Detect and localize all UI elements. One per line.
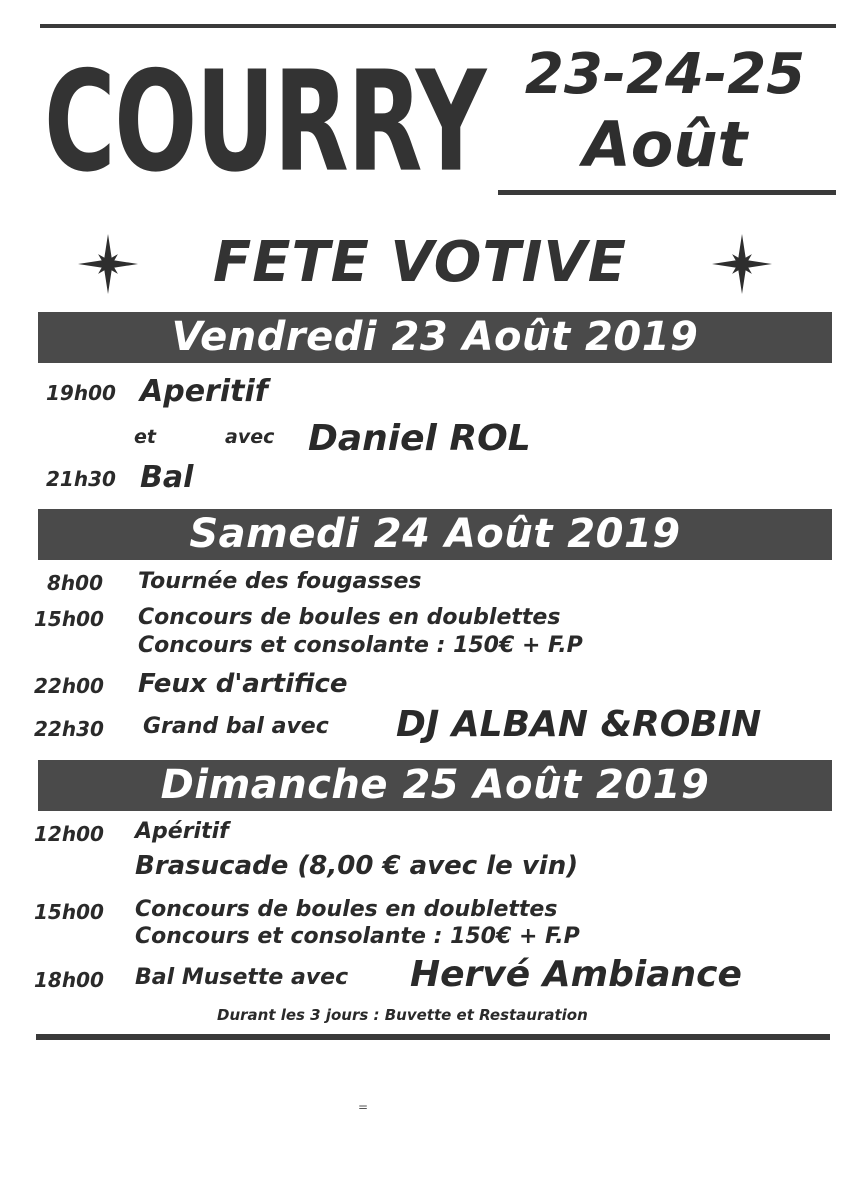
- event-with: avec: [225, 426, 275, 448]
- star-icon: [712, 234, 772, 294]
- event-month: Août: [582, 108, 748, 181]
- footer-mark: =: [358, 1100, 369, 1114]
- event-time: 15h00: [34, 900, 104, 924]
- event-performer: Hervé Ambiance: [410, 954, 742, 995]
- event-performer: Daniel ROL: [308, 418, 531, 459]
- event-time: 19h00: [46, 381, 116, 405]
- event-detail: Concours et consolante : 150€ + F.P: [138, 633, 583, 658]
- event-text: Apéritif: [135, 819, 229, 844]
- event-performer: DJ ALBAN &ROBIN: [396, 704, 762, 745]
- event-text: Tournée des fougasses: [138, 569, 422, 594]
- event-time: 12h00: [34, 822, 104, 846]
- event-text: Bal: [140, 460, 194, 495]
- dates-underline: [498, 190, 836, 195]
- event-connector: et: [134, 426, 156, 448]
- event-dates: 23-24-25: [524, 42, 806, 107]
- event-time: 21h30: [46, 467, 116, 491]
- event-text: Aperitif: [140, 374, 268, 409]
- event-text: Concours de boules en doublettes: [138, 605, 561, 630]
- event-time: 22h00: [34, 674, 104, 698]
- event-text: Feux d'artifice: [138, 669, 348, 699]
- footer-note: Durant les 3 jours : Buvette et Restauration: [217, 1006, 588, 1024]
- event-detail: Concours et consolante : 150€ + F.P: [135, 924, 580, 949]
- star-icon: [78, 234, 138, 294]
- event-time: 18h00: [34, 968, 104, 992]
- event-time: 15h00: [34, 607, 104, 631]
- page-title: COURRY: [44, 41, 485, 204]
- subtitle: FETE VOTIVE: [212, 230, 628, 295]
- event-text: Bal Musette avec: [135, 965, 349, 990]
- event-text: Grand bal avec: [143, 714, 329, 739]
- bottom-rule: [36, 1034, 830, 1040]
- event-time: 8h00: [47, 571, 103, 595]
- event-time: 22h30: [34, 717, 104, 741]
- day-heading-friday: Vendredi 23 Août 2019: [38, 312, 832, 363]
- day-heading-sunday: Dimanche 25 Août 2019: [38, 760, 832, 811]
- event-text: Concours de boules en doublettes: [135, 897, 558, 922]
- day-heading-saturday: Samedi 24 Août 2019: [38, 509, 832, 560]
- event-detail: Brasucade (8,00 € avec le vin): [135, 851, 579, 881]
